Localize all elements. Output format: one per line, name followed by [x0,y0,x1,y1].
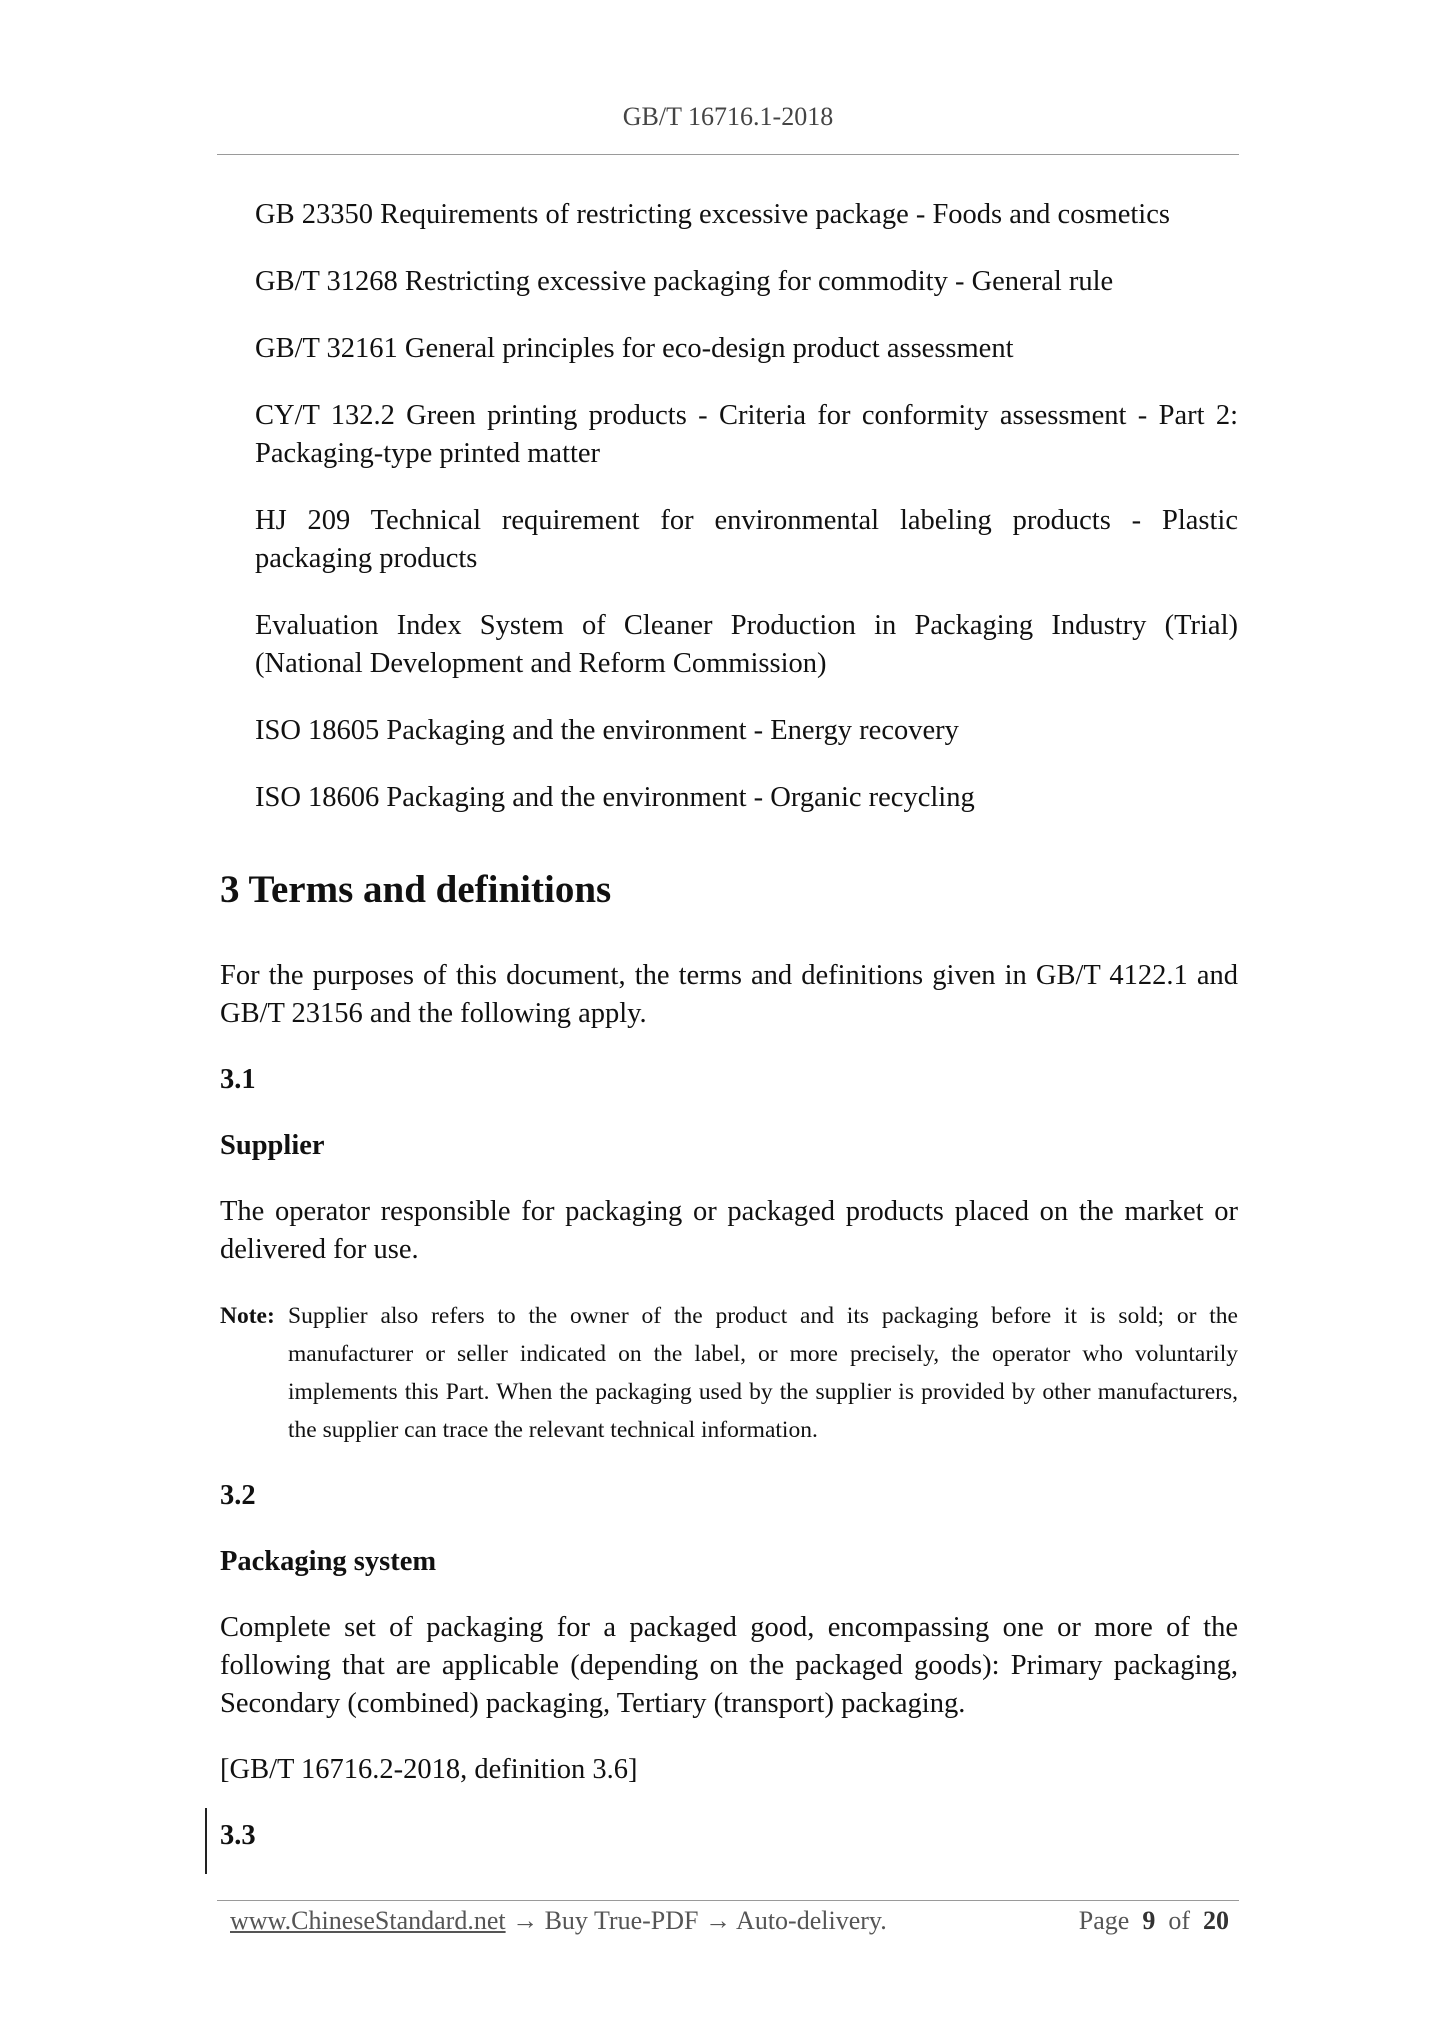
section-intro: For the purposes of this document, the terms and definitions given in GB/T 4122.1 and GB/T 23156 and the following apply. [220,960,1238,1029]
term-number: 3.2 [220,1480,256,1511]
page-content [220,196,1238,1883]
reference-item: ISO 18606 Packaging and the environment - Organic recycling [255,782,975,813]
term-name: Supplier [220,1130,325,1161]
reference-item: GB/T 31268 Restricting excessive packaging for commodity - General rule [255,266,1114,297]
website-link[interactable]: www.ChineseStandard.net [230,1906,506,1935]
reference-item: ISO 18605 Packaging and the environment - Energy recovery [255,715,959,746]
footer-promo [230,1906,887,1936]
term-number: 3.1 [220,1064,256,1095]
term-definition: The operator responsible for packaging or packaged products placed on the market or delivered for use. [220,1196,1238,1265]
footer-tagline: → Buy True-PDF → Auto-delivery. [505,1906,887,1935]
term-source: [GB/T 16716.2-2018, definition 3.6] [220,1754,638,1785]
term-name: Packaging system [220,1546,437,1577]
reference-item: HJ 209 Technical requirement for environmental labeling products - Plastic packaging products [255,505,1238,574]
term-note [220,1297,1238,1449]
term-definition: Complete set of packaging for a packaged good, encompassing one or more of the following that are applicable (depending on the packaged goods): Primary packaging, Secondary (combined) packaging, Tertiary (transport) packaging. [220,1612,1238,1719]
document-header: GB/T 16716.1-2018 [622,102,834,131]
header-divider [217,154,1239,155]
term-number: 3.3 [220,1820,256,1851]
page-current: 9 [1142,1906,1156,1935]
page-total: 20 [1203,1906,1229,1935]
reference-item: CY/T 132.2 Green printing products - Criteria for conformity assessment - Part 2: Packaging-type printed matter [255,400,1238,469]
page-footer [230,1906,1229,1936]
note-text: Supplier also refers to the owner of the product and its packaging before it is sold; or the manufacturer or seller indicated on the label, or more precisely, the operator who voluntarily implements this Part. When the packaging used by the supplier is provided by other manufacturers, the supplier can trace the relevant technical information. [288,1303,1238,1443]
note-label: Note: [220,1303,275,1329]
reference-item: GB/T 32161 General principles for eco-design product assessment [255,333,1014,364]
revision-bar [205,1808,207,1874]
footer-divider [217,1900,1239,1901]
section-heading: 3 Terms and definitions [220,868,612,911]
page-label: Page [1078,1906,1130,1935]
reference-item: GB 23350 Requirements of restricting excessive package - Foods and cosmetics [255,199,1170,230]
page-of: of [1168,1906,1190,1935]
page-number [1079,1906,1229,1936]
reference-item: Evaluation Index System of Cleaner Production in Packaging Industry (Trial) (National Development and Reform Commission) [255,610,1238,679]
